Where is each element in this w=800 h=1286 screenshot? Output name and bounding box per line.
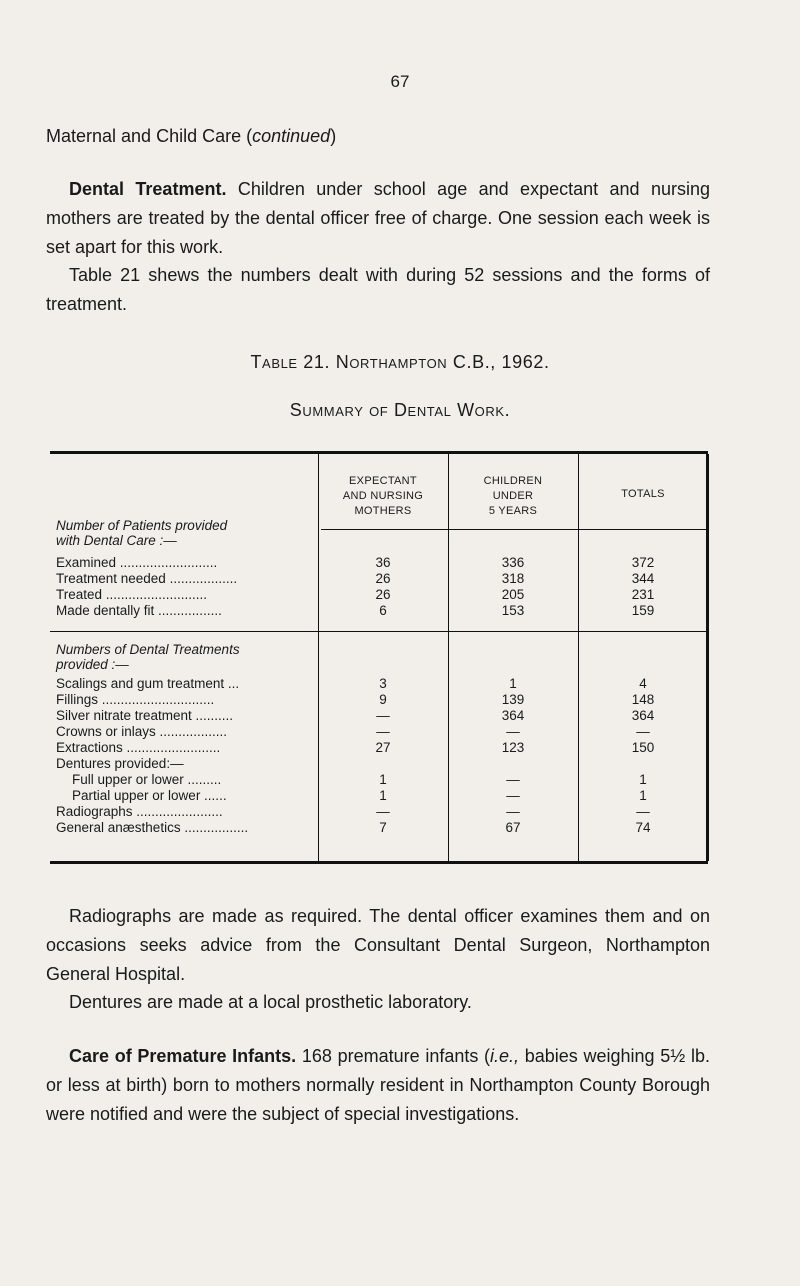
- cell-mothers: —: [376, 708, 390, 723]
- row-label: Examined ..........................: [56, 555, 218, 570]
- cell-total: 148: [631, 692, 655, 707]
- cell-children: —: [506, 788, 520, 803]
- row-label: Treatment needed ..................: [56, 571, 238, 586]
- row-label: Made dentally fit .................: [56, 603, 222, 618]
- cell-mothers: 3: [379, 676, 387, 691]
- cell-mothers: 6: [379, 603, 387, 618]
- column-header-line: UNDER: [492, 490, 534, 502]
- cell-children: 364: [501, 708, 525, 723]
- premature-infants-italic: i.e.,: [490, 1046, 520, 1066]
- cell-children: —: [506, 772, 520, 787]
- table-title: Table 21. Northampton C.B., 1962.: [250, 352, 550, 372]
- section-title-italic: continued: [252, 126, 331, 146]
- cell-total: 159: [631, 603, 655, 618]
- row-label: Fillings ..............................: [56, 692, 215, 707]
- cell-total: 1: [639, 772, 647, 787]
- table-header-rule: [321, 529, 706, 530]
- cell-children: 139: [501, 692, 525, 707]
- row-label: Silver nitrate treatment ..........: [56, 708, 234, 723]
- table-section-rule: [50, 631, 708, 632]
- column-header-line: TOTALS: [621, 488, 665, 500]
- cell-total: 364: [631, 708, 655, 723]
- section2-heading: [56, 642, 314, 672]
- column-header-line: MOTHERS: [354, 505, 412, 517]
- cell-mothers: 1: [379, 788, 387, 803]
- cell-total: 4: [639, 676, 647, 691]
- cell-mothers: —: [376, 724, 390, 739]
- cell-children: 1: [509, 676, 517, 691]
- cell-children: 153: [501, 603, 525, 618]
- cell-children: 336: [501, 555, 525, 570]
- cell-children: 205: [501, 587, 525, 602]
- cell-mothers: 26: [375, 587, 391, 602]
- column-header-mothers: [318, 474, 448, 519]
- column-header-line: EXPECTANT: [349, 475, 417, 487]
- section2-heading-line: Numbers of Dental Treatments: [56, 642, 240, 657]
- column-header-line: AND NURSING: [342, 490, 424, 502]
- cell-total: 344: [631, 571, 655, 586]
- section1-heading-line: with Dental Care :—: [56, 533, 177, 548]
- cell-total: 231: [631, 587, 655, 602]
- cell-total: 74: [635, 820, 651, 835]
- cell-mothers: 7: [379, 820, 387, 835]
- row-label: Partial upper or lower ......: [72, 788, 227, 803]
- table-subtitle: Summary of Dental Work.: [289, 400, 511, 420]
- cell-children: —: [506, 804, 520, 819]
- section-title-close: ): [330, 126, 337, 146]
- cell-mothers: 26: [375, 571, 391, 586]
- dental-treatment-text: Children under school age and expectant and nursing mothers are treated by the dental officer free of charge. One session each week is set apart for this work.: [46, 179, 710, 257]
- cell-mothers: —: [376, 804, 390, 819]
- row-label: Dentures provided:—: [56, 756, 184, 771]
- section2-heading-line: provided :—: [56, 657, 129, 672]
- page-number: 67: [390, 72, 410, 91]
- table-intro-paragraph: Table 21 shews the numbers dealt with during 52 sessions and the forms of treatment.: [46, 265, 710, 314]
- row-label: Full upper or lower .........: [72, 772, 222, 787]
- radiographs-paragraph: Radiographs are made as required. The dental officer examines them and on occasions seeks advice from the Consultant Dental Surgeon, Northampton General Hospital.: [46, 906, 710, 984]
- dental-treatment-paragraph: [46, 175, 710, 262]
- premature-infants-paragraph: [46, 1042, 710, 1129]
- column-header-children: [448, 474, 578, 519]
- row-label: Treated ...........................: [56, 587, 208, 602]
- cell-total: 372: [631, 555, 655, 570]
- premature-infants-text-a: 168 premature infants (: [296, 1046, 491, 1066]
- cell-children: 318: [501, 571, 525, 586]
- row-label: General anæsthetics .................: [56, 820, 249, 835]
- row-label: Scalings and gum treatment ...: [56, 676, 240, 691]
- cell-total: —: [636, 804, 650, 819]
- premature-infants-heading: Care of Premature Infants.: [69, 1046, 297, 1066]
- row-label: Radiographs .......................: [56, 804, 223, 819]
- cell-total: —: [636, 724, 650, 739]
- dental-treatment-heading: Dental Treatment.: [69, 179, 227, 199]
- column-header-totals: [578, 487, 708, 502]
- dental-work-table: [50, 451, 708, 864]
- cell-mothers: 1: [379, 772, 387, 787]
- row-label: Extractions .........................: [56, 740, 221, 755]
- section-title: [46, 126, 336, 147]
- premature-infants-text-b: babies weighing 5½ lb. or less at birth) born to mothers normally resident in Northampton County Borough were notified and were the subject of special investigations.: [46, 1046, 710, 1124]
- column-header-line: 5 YEARS: [488, 505, 538, 517]
- column-header-line: CHILDREN: [483, 475, 543, 487]
- cell-mothers: 36: [375, 555, 391, 570]
- row-label: Crowns or inlays ..................: [56, 724, 228, 739]
- cell-total: 1: [639, 788, 647, 803]
- cell-children: 123: [501, 740, 525, 755]
- section1-heading: [56, 518, 314, 548]
- section-title-main: Maternal and Child Care (: [46, 126, 253, 146]
- section1-heading-line: Number of Patients provided: [56, 518, 228, 533]
- cell-children: —: [506, 724, 520, 739]
- cell-mothers: 27: [375, 740, 391, 755]
- dentures-paragraph: Dentures are made at a local prosthetic laboratory.: [69, 992, 472, 1012]
- cell-total: 150: [631, 740, 655, 755]
- cell-children: 67: [505, 820, 521, 835]
- cell-mothers: 9: [379, 692, 387, 707]
